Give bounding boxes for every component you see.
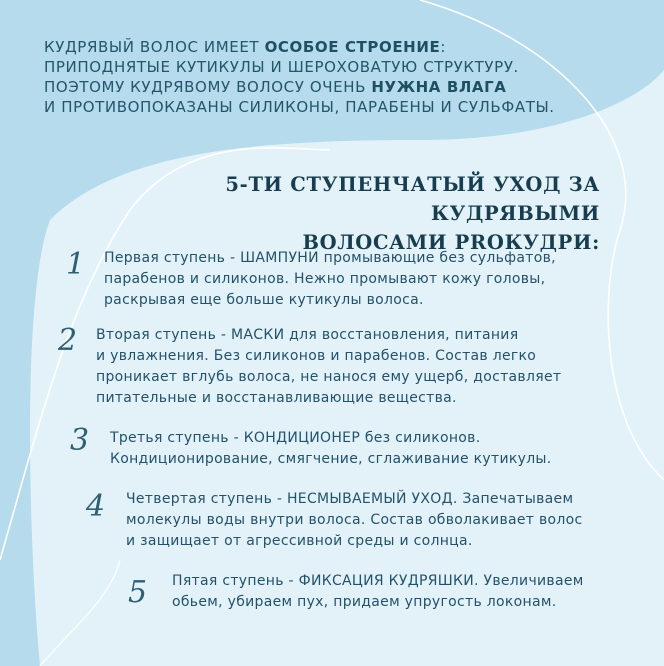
intro-line-4: И ПРОТИВОПОКАЗАНЫ СИЛИКОНЫ, ПАРАБЕНЫ И СУЛЬФАТЫ. <box>44 98 555 116</box>
step-line: раскрывая еще больше кутикулы волоса. <box>104 292 424 308</box>
step-line: и увлажнения. Без силиконов и парабенов. Состав легко <box>96 348 537 364</box>
step-text <box>172 571 584 613</box>
step-line: молекулы воды внутри волоса. Состав обволакивает волос <box>126 512 583 528</box>
step-line: обьем, убираем пух, придаем упругость локонам. <box>172 594 557 610</box>
step-line: питательные и восстанавливающие вещества. <box>96 390 457 406</box>
intro-line-2: ПРИПОДНЯТЫЕ КУТИКУЛЫ И ШЕРОХОВАТУЮ СТРУКТУРУ. <box>44 58 519 76</box>
step-number: 1 <box>66 247 86 282</box>
step-line: проникает вглубь волоса, не нанося ему ущерб, доставляет <box>96 369 562 385</box>
intro-colon: : <box>440 38 446 56</box>
title-line-1: 5-ТИ СТУПЕНЧАТЫЙ УХОД ЗА КУДРЯВЫМИ <box>225 173 600 225</box>
intro-highlight-1: ОСОБОЕ СТРОЕНИЕ <box>264 38 441 56</box>
step-text <box>110 428 552 470</box>
intro-line-3: ПОЭТОМУ КУДРЯВОМУ ВОЛОСУ ОЧЕНЬ <box>44 78 372 96</box>
step-number: 5 <box>128 575 148 610</box>
step-line: Вторая ступень - МАСКИ для восстановления, питания <box>96 327 519 343</box>
step-line: Пятая ступень - ФИКСАЦИЯ КУДРЯШКИ. Увеличиваем <box>172 573 584 589</box>
step-line: Кондиционирование, смягчение, сглаживание кутикулы. <box>110 451 552 467</box>
step-line: и защищает от агрессивной среды и солнца. <box>126 533 473 549</box>
title-line-2: ВОЛОСАМИ PROКУДРИ: <box>302 231 600 254</box>
step-text <box>104 248 556 311</box>
step-number: 2 <box>58 323 78 358</box>
intro-line-1: КУДРЯВЫЙ ВОЛОС ИМЕЕТ <box>44 38 265 56</box>
step-line: Первая ступень - ШАМПУНИ промывающие без сульфатов, <box>104 250 556 266</box>
intro-highlight-2: НУЖНА ВЛАГА <box>371 78 507 96</box>
step-text <box>96 325 561 409</box>
step-text <box>126 489 583 552</box>
step-line: Четвертая ступень - НЕСМЫВАЕМЫЙ УХОД. Запечатываем <box>126 491 574 507</box>
step-line: парабенов и силиконов. Нежно промывают кожу головы, <box>104 271 546 287</box>
step-number: 4 <box>86 489 106 524</box>
step-number: 3 <box>70 423 90 458</box>
step-line: Третья ступень - КОНДИЦИОНЕР без силиконов. <box>110 430 481 446</box>
intro-text <box>44 37 644 117</box>
page-title <box>100 170 600 257</box>
